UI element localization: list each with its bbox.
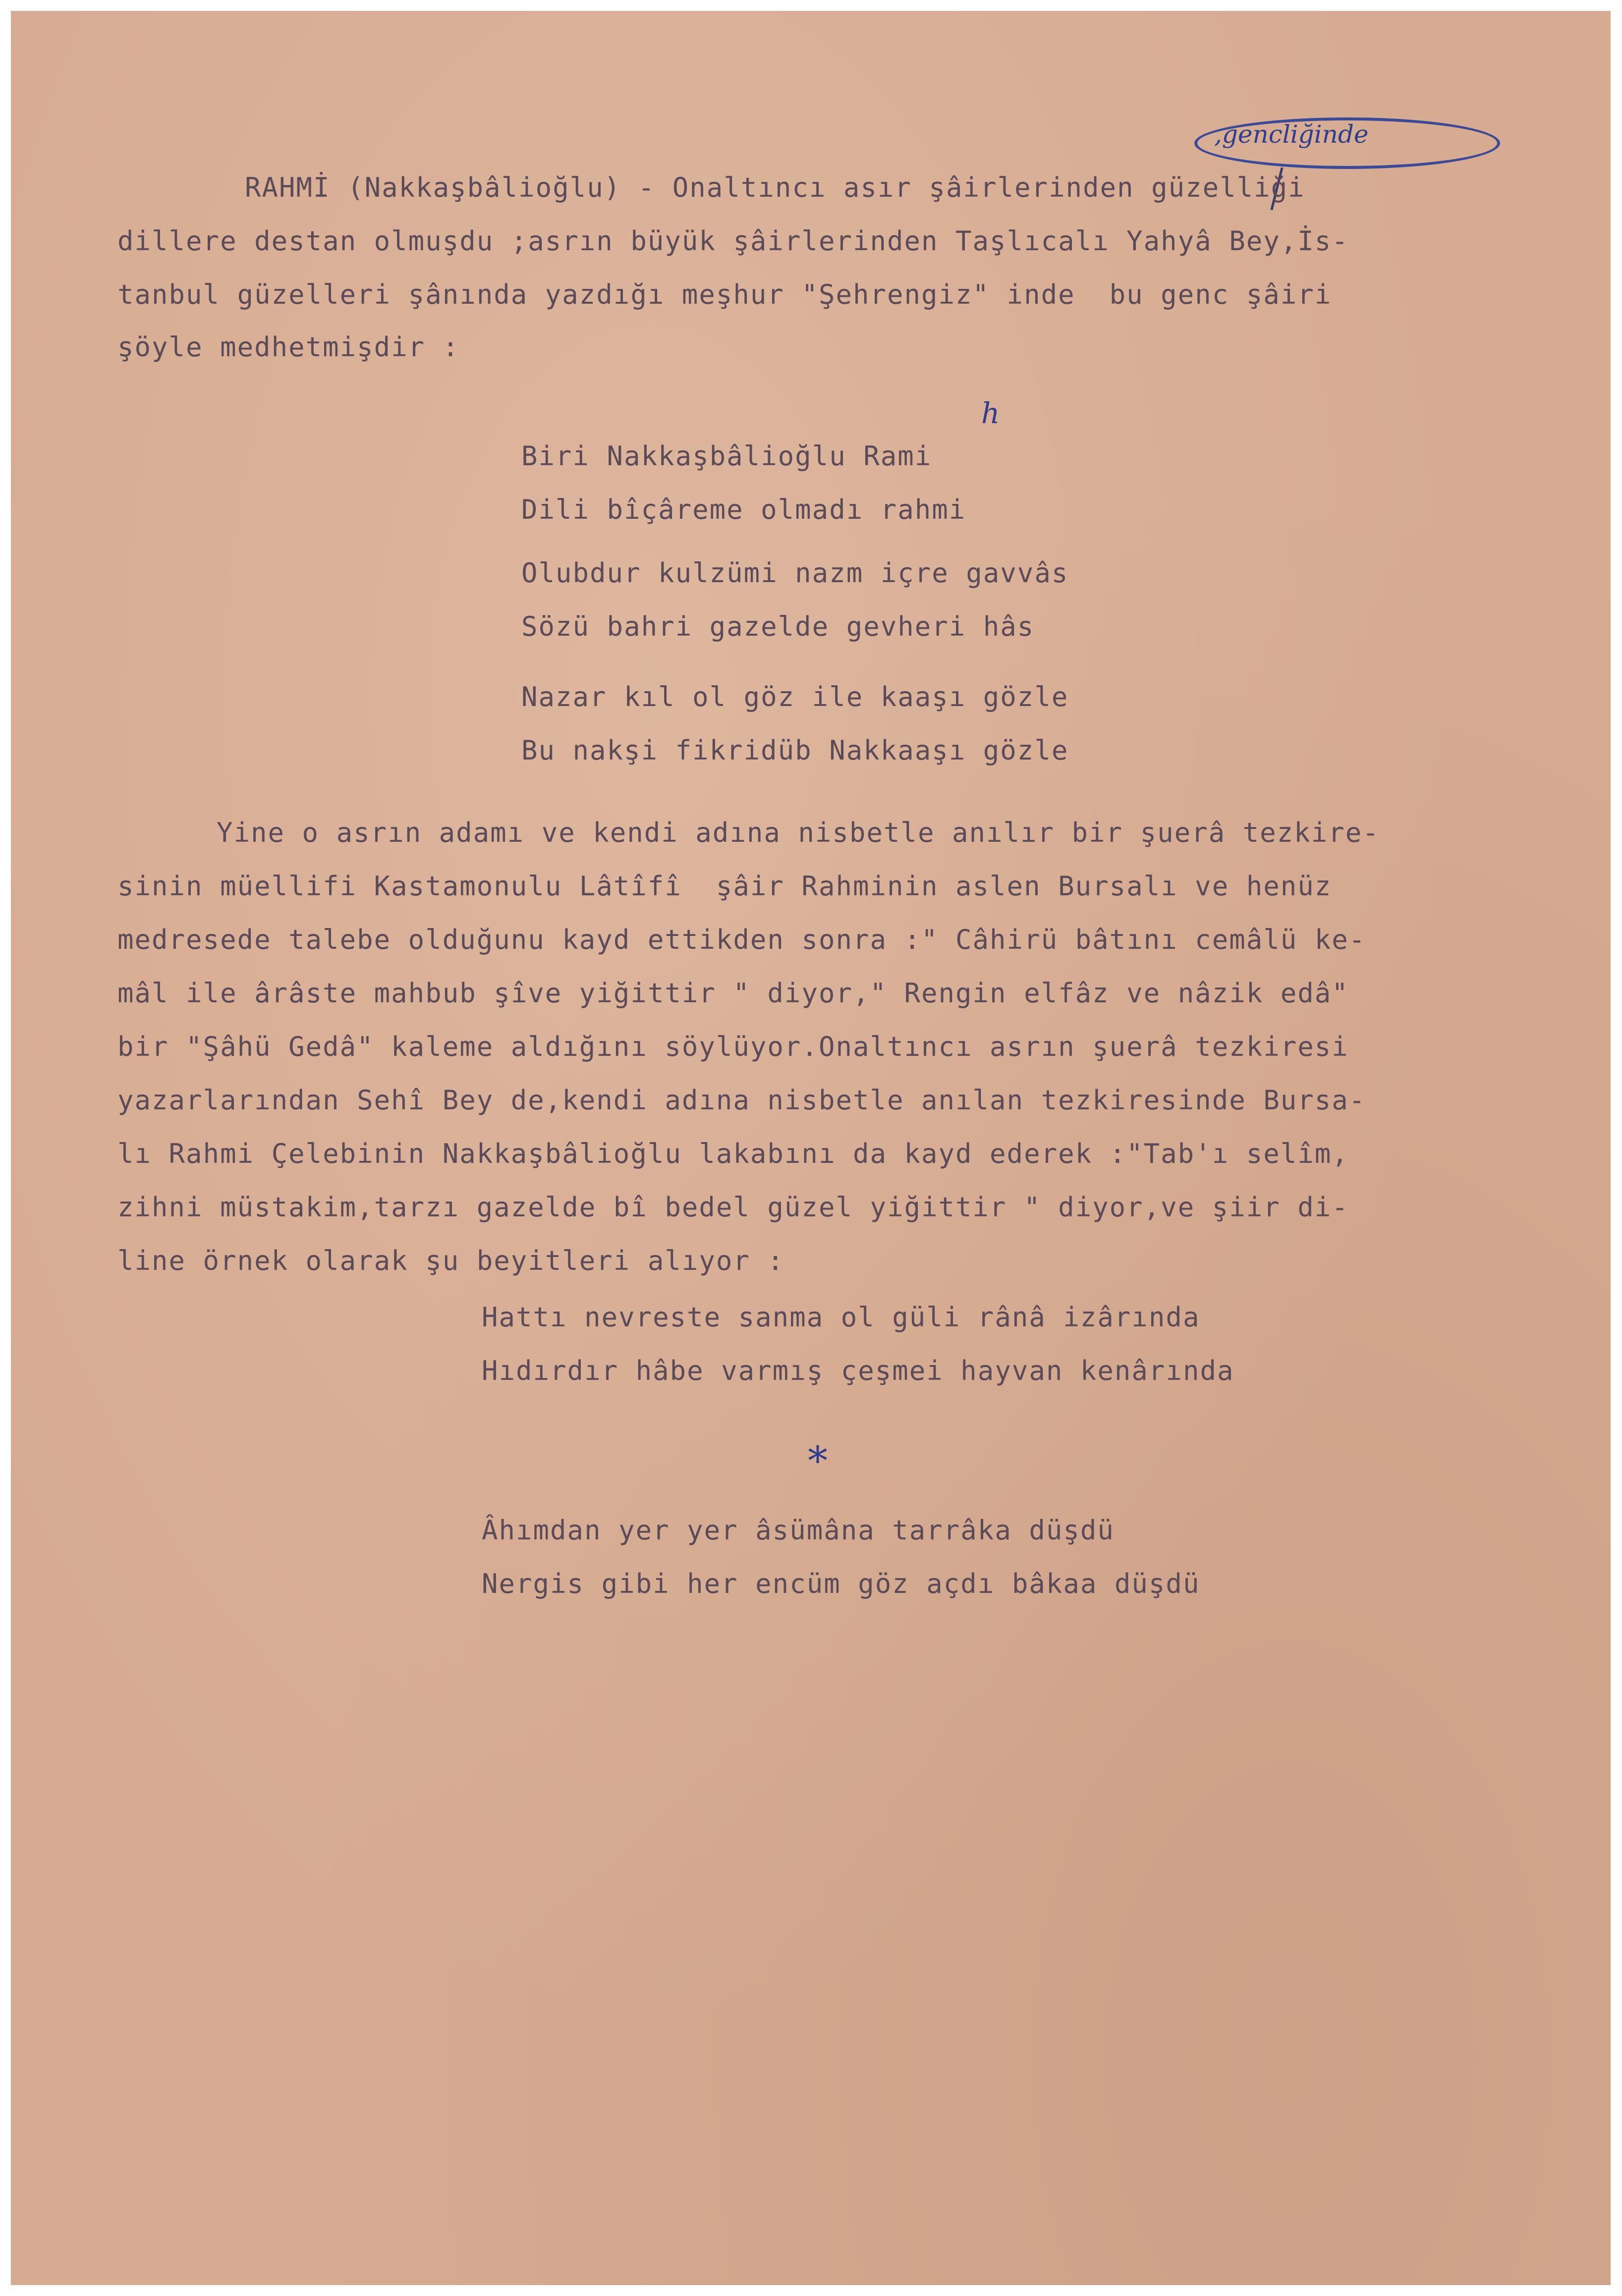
body-line: lı Rahmi Çelebinin Nakkaşbâlioğlu lakabını da kayd ederek :"Tab'ı selîm, xyxy=(117,1138,1349,1169)
verse-line: Hattı nevreste sanma ol güli rânâ izârında xyxy=(482,1302,1200,1333)
intro-line: şöyle medhetmişdir : xyxy=(117,331,460,363)
verse-line: Dili bîçâreme olmadı rahmi xyxy=(521,494,966,525)
intro-line: tanbul güzelleri şânında yazdığı meşhur "Şehrengiz" inde bu genc şâiri xyxy=(117,279,1332,310)
verse-line: Olubdur kulzümi nazm içre gavvâs xyxy=(521,557,1069,589)
body-line: yazarlarından Sehî Bey de,kendi adına nisbetle anılan tezkiresinde Bursa- xyxy=(117,1085,1366,1116)
verse-line: Âhımdan yer yer âsümâna tarrâka düşdü xyxy=(482,1515,1115,1546)
body-line: bir "Şâhü Gedâ" kaleme aldığını söylüyor.Onaltıncı asrın şuerâ tezkiresi xyxy=(117,1031,1349,1062)
verse-line: Bu nakşi fikridüb Nakkaaşı gözle xyxy=(521,735,1069,766)
body-line: zihni müstakim,tarzı gazelde bî bedel güzel yiğittir " diyor,ve şiir di- xyxy=(117,1192,1349,1223)
verse-line: Nergis gibi her encüm göz açdı bâkaa düşdü xyxy=(482,1568,1200,1599)
body-line: medresede talebe olduğunu kayd ettikden sonra :" Câhirü bâtını cemâlü ke- xyxy=(117,924,1366,955)
intro-line: RAHMİ (Nakkaşbâlioğlu) - Onaltıncı asır şâirlerinden güzelliği xyxy=(245,172,1305,203)
verse-line: Hıdırdır hâbe varmış çeşmei hayvan kenârında xyxy=(482,1355,1234,1386)
verse-line: Sözü bahri gazelde gevheri hâs xyxy=(521,611,1035,642)
intro-line: dillere destan olmuşdu ;asrın büyük şâirlerinden Taşlıcalı Yahyâ Bey,İs- xyxy=(117,225,1349,257)
body-line: mâl ile ârâste mahbub şîve yiğittir " diyor," Rengin elfâz ve nâzik edâ" xyxy=(117,978,1349,1009)
document-page xyxy=(11,11,1611,2285)
verse-line: Nazar kıl ol göz ile kaaşı gözle xyxy=(521,681,1069,712)
handwritten-insert: ,gencliğinde xyxy=(1214,120,1369,149)
body-line: sinin müellifi Kastamonulu Lâtîfî şâir Rahminin aslen Bursalı ve henüz xyxy=(117,871,1332,902)
body-line: line örnek olarak şu beyitleri alıyor : xyxy=(117,1245,784,1276)
verse-line: Biri Nakkaşbâlioğlu Rami xyxy=(521,440,932,472)
star-separator: * xyxy=(808,1438,828,1484)
body-line: Yine o asrın adamı ve kendi adına nisbetle anılır bir şuerâ tezkire- xyxy=(217,817,1380,848)
handwritten-letter-h: h xyxy=(981,396,1000,430)
